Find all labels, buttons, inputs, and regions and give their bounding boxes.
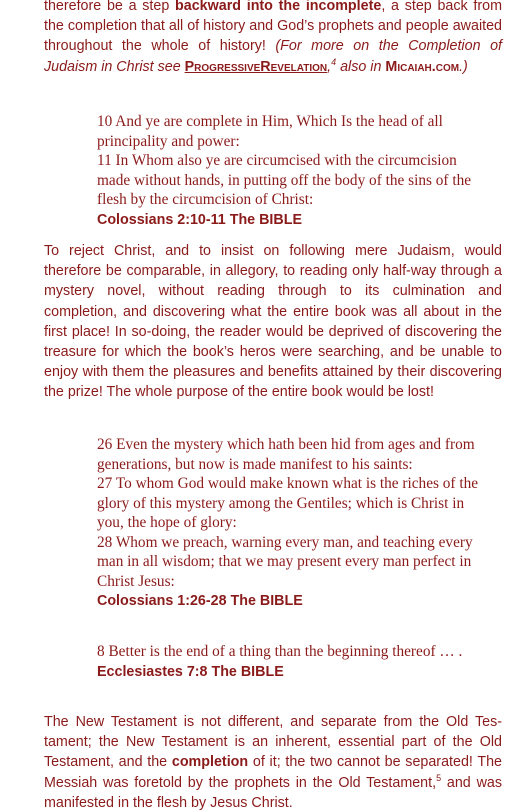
scripture-quote-colossians-1 bbox=[97, 435, 489, 611]
scripture-quote-colossians-2 bbox=[97, 112, 489, 230]
text-run: also in bbox=[336, 58, 386, 75]
scripture-reference: Colossians 1:26-28 The BIBLE bbox=[97, 593, 303, 609]
verse: 8 Better is the end of a thing than the beginning thereof … . bbox=[97, 643, 463, 660]
text-run: (For more on the Completion of Judaism in Christ see bbox=[44, 38, 502, 75]
verse: 10 And ye are complete in Him, Which Is the head of all principality and power: bbox=[97, 113, 443, 150]
paragraph-mystery-novel: To reject Christ, and to insist on following mere Judaism, would therefore be comparable, in allegory, to reading only half-way through a mystery novel, without reading through to its culmination and completion, and discovering what the entire book was all about in the first place! In so-doing, the reader would be deprived of discovering the treasure for which the book’s heros were searching, and be unable to enjoy with them the pleasures and benefits attained by their discovering the prize! The whole purpose of the entire book would be lost! bbox=[44, 243, 502, 401]
text-run: , bbox=[327, 58, 332, 75]
verse: 11 In Whom also ye are circumcised with the circumcision made without hands, in putting off the body of the sins of the flesh by the circumcision of Christ: bbox=[97, 152, 472, 208]
text-run: and was manifested in the flesh by Jesus Christ. bbox=[44, 774, 502, 811]
footnote-marker: 4 bbox=[331, 56, 337, 67]
paragraph-new-testament bbox=[44, 712, 502, 812]
verse: 26 Even the mystery which hath been hid from ages and from generations, but now is made manifest to his saints: bbox=[97, 436, 475, 473]
scripture-reference: Ecclesiastes 7:8 The BIBLE bbox=[97, 663, 284, 680]
text-run: therefore be a step bbox=[44, 0, 176, 14]
emphasis-incomplete: backward into the incomplete bbox=[175, 0, 382, 14]
scripture-reference: Colossians 2:10-11 The BIBLE bbox=[97, 211, 302, 228]
emphasis-completion: completion bbox=[171, 754, 249, 771]
site-name: Micaiah.com bbox=[385, 58, 460, 75]
verse: 28 Whom we preach, warning every man, and teaching every man in all wisdom; that we may present every man perfect in Christ Jesus: bbox=[97, 533, 473, 590]
progressive-revelation-link[interactable]: ProgressiveRevelation bbox=[184, 58, 328, 75]
text-run: .) bbox=[459, 58, 468, 75]
text-run: , a step back from the completion that all of history and God’s prophets and people awaited throughout the whole of history! bbox=[44, 0, 502, 55]
footnote-marker: 5 bbox=[436, 772, 442, 783]
scripture-quote-ecclesiastes bbox=[97, 642, 489, 682]
verse: 27 To whom God would make known what is the riches of the glory of this mystery among the Gentiles; which is Christ in you, the hope of glory: bbox=[97, 475, 479, 531]
text-run: The New Testament is not different, and separate from the Old Testament; the New Testament is an inherent, essential part of the Old Testament, and the bbox=[44, 714, 502, 771]
paragraph-completion bbox=[44, 0, 502, 77]
text-run: of it; the two cannot be separated! The Messiah was foretold by the prophets in the Old Testament, bbox=[44, 754, 502, 791]
